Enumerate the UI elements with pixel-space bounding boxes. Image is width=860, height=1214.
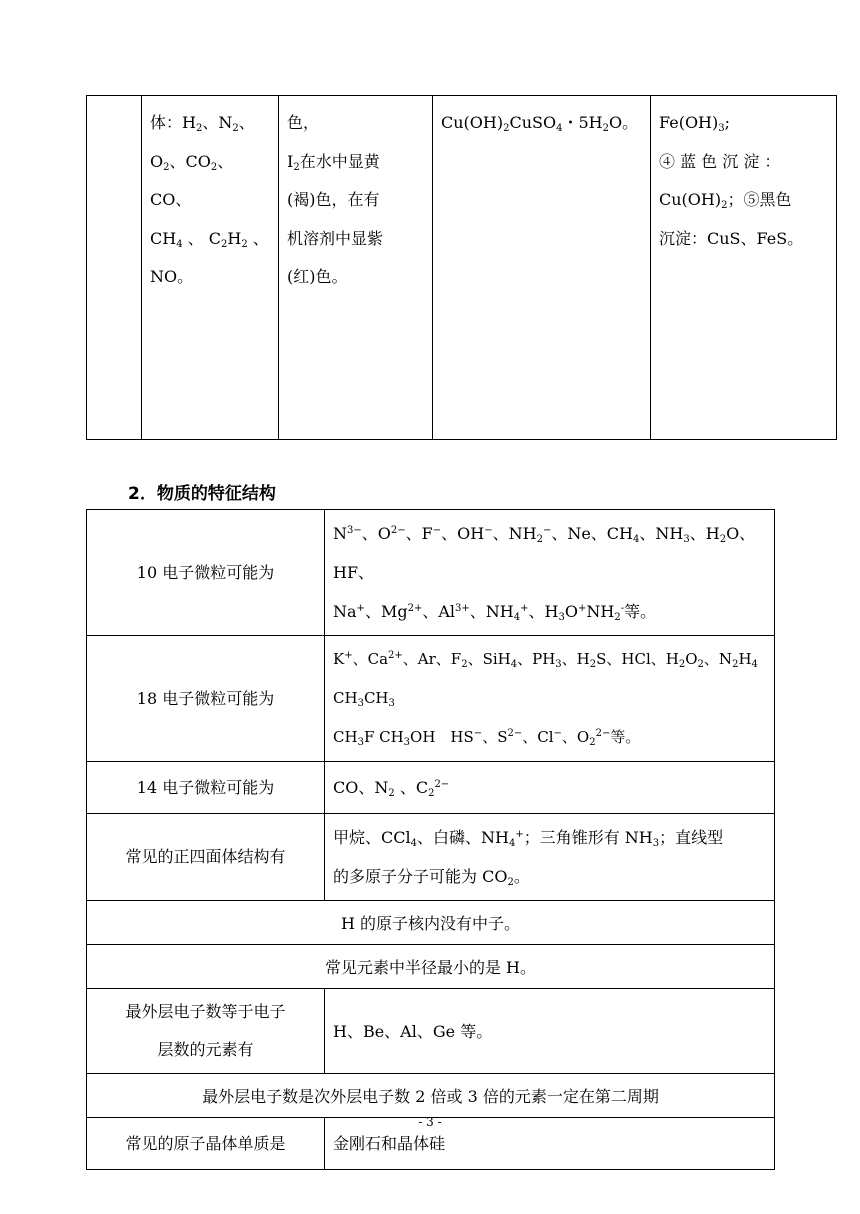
cell-line: $O_2$、$CO_2$、CO、	[150, 151, 234, 209]
row-value: CO、$N_2$ 、$C_2^{2-}$	[325, 762, 775, 814]
compound-cell	[433, 96, 651, 440]
cell-line: 色，	[287, 113, 320, 132]
continued-table	[86, 95, 837, 440]
table-row	[87, 762, 775, 814]
row-label: 18 电子微粒可能为	[87, 636, 325, 762]
row-value: $N^{3-}$、$O^{2-}$、F−、OH−、$NH_2^-$、Ne、$CH_4$、$NH_3$、$H_2O$、HF、 Na+、$Mg^{2+}$、$Al^{3+}$、$NH_4^+$、$H_3O^+NH_2^-$等。	[325, 510, 775, 636]
row-label: 14 电子微粒可能为	[87, 762, 325, 814]
table-row	[87, 510, 775, 636]
cell-line: (红)色。	[287, 267, 348, 286]
cell-line: ④ 蓝 色 沉 淀 ：	[659, 151, 781, 171]
cell-line: $Cu(OH)_2CuSO_4$・$5H_2O$。	[441, 113, 639, 134]
cell-line: $CH_4$ 、 $C_2H_2$ 、	[150, 228, 269, 250]
row-label: 常见的正四面体结构有	[87, 814, 325, 901]
cell-line: 机溶剂中显紫	[287, 228, 384, 248]
table-row	[87, 636, 775, 762]
gas-color-cell	[142, 96, 279, 440]
structure-table	[86, 509, 775, 1170]
row-value: 甲烷、CCl$_4$、白磷、$NH_4^+$；三角锥形有 $NH_3$；直线型 的多原子分子可能为 $CO_2$。	[325, 814, 775, 901]
row-label: 最外层电子数等于电子 层数的元素有	[87, 989, 325, 1074]
full-row-text: 最外层电子数是次外层电子数 2 倍或 3 倍的元素一定在第二周期	[87, 1074, 775, 1118]
cell-line: $Cu(OH)_2$；⑤黑色	[659, 190, 792, 211]
table-row	[87, 1074, 775, 1118]
cell-line: $I_2$在水中显黄	[287, 151, 380, 173]
table-row	[87, 901, 775, 945]
full-row-text: 常见元素中半径最小的是 H。	[87, 945, 775, 989]
row-label: 常见的原子晶体单质是	[87, 1118, 325, 1170]
precipitate-cell	[651, 96, 837, 440]
row-value: K+、$Ca^{2+}$、Ar、$F_2$、SiH$_4$、$PH_3$、$H_2S$、HCl、$H_2O_2$、$N_2H_4$ $CH_3CH_3$ $CH_3F$ $CH_3OH$ HS−、$S^{2-}$、Cl−、$O_2^{2-}$等。	[325, 636, 775, 762]
cell-line: 沉淀：CuS、FeS。	[659, 228, 804, 248]
table-row	[87, 814, 775, 901]
section-title: 2．物质的特征结构	[128, 484, 276, 504]
table-row	[87, 989, 775, 1074]
iodine-color-cell	[279, 96, 433, 440]
empty-cell	[87, 96, 142, 440]
page-number: - 3 -	[418, 1115, 442, 1129]
cell-line: $Fe(OH)_3$;	[659, 113, 731, 134]
full-row-text: H 的原子核内没有中子。	[87, 901, 775, 945]
cell-line: 体：$H_2$、$N_2$、	[150, 113, 255, 134]
row-value: 金刚石和晶体硅	[325, 1118, 775, 1170]
row-label: 10 电子微粒可能为	[87, 510, 325, 636]
cell-line: NO。	[150, 267, 194, 286]
cell-line: (褐)色，在有	[287, 190, 380, 209]
row-value: H、Be、Al、Ge 等。	[325, 989, 775, 1074]
table-row	[87, 945, 775, 989]
